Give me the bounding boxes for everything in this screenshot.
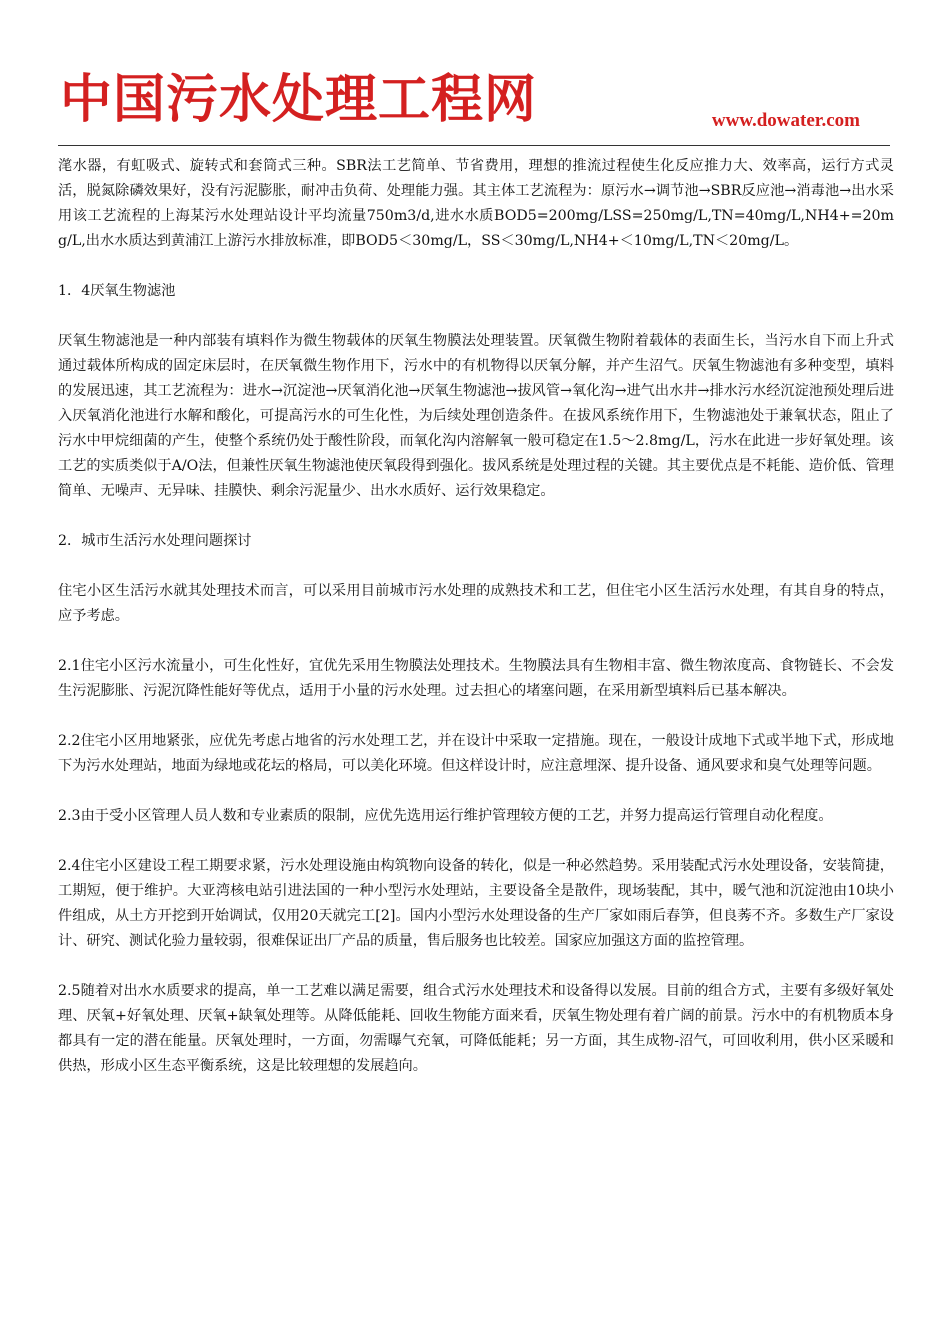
paragraph-intro: 住宅小区生活污水就其处理技术而言，可以采用目前城市污水处理的成熟技术和工艺，但住宅小区生活污水处理，有其自身的特点，应予考虑。 — [58, 583, 894, 624]
paragraph-2-2: 2.2住宅小区用地紧张，应优先考虑占地省的污水处理工艺，并在设计中采取一定措施。现在，一般设计成地下式或半地下式，形成地下为污水处理站，地面为绿地或花坛的格局，可以美化环境。但这样设计时，应注意埋深、提升设备、通风要求和臭气处理等问题。 — [58, 733, 894, 774]
site-title: 中国污水处理工程网 — [60, 70, 538, 130]
paragraph-2-1: 2.1住宅小区污水流量小，可生化性好，宜优先采用生物膜法处理技术。生物膜法具有生物相丰富、微生物浓度高、食物链长、不会发生污泥膨胀、污泥沉降性能好等优点，适用于小量的污水处理。过去担心的堵塞问题，在采用新型填料后已基本解决。 — [58, 658, 894, 699]
paragraph-2-4: 2.4住宅小区建设工程工期要求紧，污水处理设施由构筑物向设备的转化，似是一种必然趋势。采用装配式污水处理设备，安装简捷，工期短，便于维护。大亚湾核电站引进法国的一种小型污水处理站，主要设备全是散件，现场装配，其中，暖气池和沉淀池由10块小件组成，从土方开挖到开始调试，仅用20天就完工[2]。国内小型污水处理设备的生产厂家如雨后春笋，但良莠不齐。多数生产厂家设计、研究、测试化验力量较弱，很难保证出厂产品的质量，售后服务也比较差。国家应加强这方面的监控管理。 — [58, 858, 894, 949]
header-divider — [58, 145, 890, 146]
site-url[interactable]: www.dowater.com — [711, 110, 860, 131]
page-header — [60, 70, 890, 131]
paragraph-sbr-process: 滗水器，有虹吸式、旋转式和套筒式三种。SBR法工艺简单、节省费用，理想的推流过程使生化反应推力大、效率高，运行方式灵活，脱氮除磷效果好，没有污泥膨胀，耐冲击负荷、处理能力强。其主体工艺流程为：原污水→调节池→SBR反应池→消毒池→出水采用该工艺流程的上海某污水处理站设计平均流量750m3/d,进水水质BOD5=200mg/LSS=250mg/L,TN=40mg/L,NH4+=20mg/L,出水水质达到黄浦江上游污水排放标准，即BOD5＜30mg/L，SS＜30mg/L,NH4+＜10mg/L,TN＜20mg/L。 — [58, 158, 894, 249]
paragraph-2-3: 2.3由于受小区管理人员人数和专业素质的限制，应优先选用运行维护管理较方便的工艺，并努力提高运行管理自动化程度。 — [58, 808, 833, 824]
article-body — [58, 154, 894, 1104]
section-heading-2: 2．城市生活污水处理问题探讨 — [58, 533, 252, 549]
paragraph-anaerobic-filter: 厌氧生物滤池是一种内部装有填料作为微生物载体的厌氧生物膜法处理装置。厌氧微生物附着载体的表面生长，当污水自下而上升式通过载体所构成的固定床层时，在厌氧微生物作用下，污水中的有机物得以厌氧分解，并产生沼气。厌氧生物滤池有多种变型，填料的发展迅速，其工艺流程为：进水→沉淀池→厌氧消化池→厌氧生物滤池→拔风管→氧化沟→进气出水井→排水污水经沉淀池预处理后进入厌氧消化池进行水解和酸化，可提高污水的可生化性，为后续处理创造条件。在拔风系统作用下，生物滤池处于兼氧状态，阻止了污水中甲烷细菌的产生，使整个系统仍处于酸性阶段，而氧化沟内溶解氧一般可稳定在1.5～2.8mg/L，污水在此进一步好氧处理。该工艺的实质类似于A/O法，但兼性厌氧生物滤池使厌氧段得到强化。拔风系统是处理过程的关键。其主要优点是不耗能、造价低、管理简单、无噪声、无异味、挂膜快、剩余污泥量少、出水水质好、运行效果稳定。 — [58, 333, 894, 499]
section-heading-1-4: 1．4厌氧生物滤池 — [58, 283, 176, 299]
paragraph-2-5: 2.5随着对出水水质要求的提高，单一工艺难以满足需要，组合式污水处理技术和设备得以发展。目前的组合方式，主要有多级好氧处理、厌氧+好氧处理、厌氧+缺氧处理等。从降低能耗、回收生物能方面来看，厌氧生物处理有着广阔的前景。污水中的有机物质本身都具有一定的潜在能量。厌氧处理时，一方面，勿需曝气充氧，可降低能耗；另一方面，其生成物-沼气，可回收利用，供小区采暖和供热，形成小区生态平衡系统，这是比较理想的发展趋向。 — [58, 983, 894, 1074]
